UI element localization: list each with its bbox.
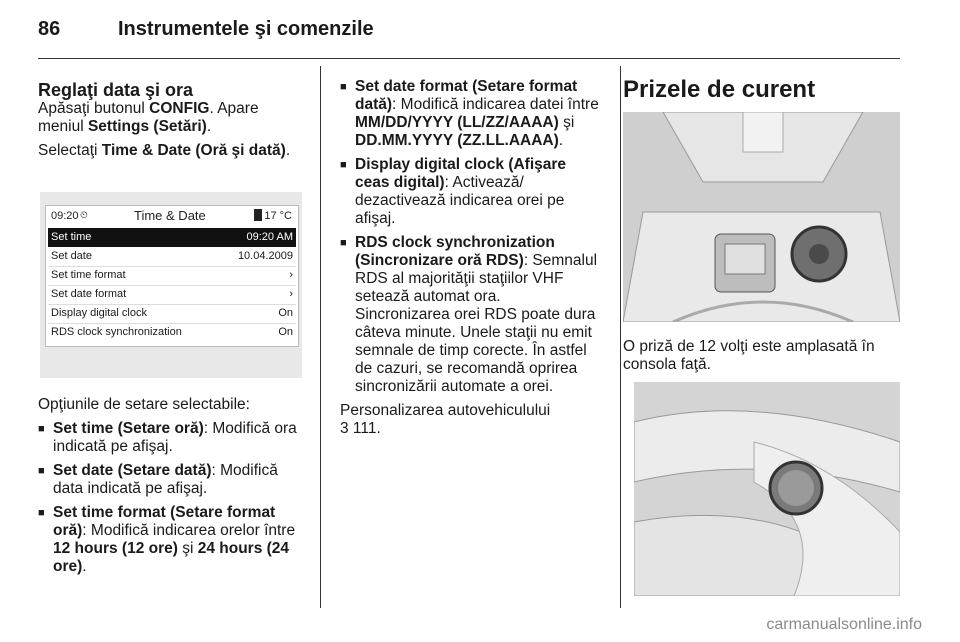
section-heading: Reglaţi data şi ora: [38, 80, 194, 100]
list-item: [38, 462, 306, 498]
chapter-title: Instrumentele şi comenzile: [118, 18, 374, 40]
row-label: Display digital clock: [51, 307, 147, 319]
screen-clock: 09:20: [51, 210, 79, 222]
row-value: 09:20 AM: [246, 231, 293, 243]
text: Selectaţi: [38, 142, 102, 159]
row-label: Set date format: [51, 288, 127, 300]
text: şi: [558, 114, 575, 131]
page-ref-arrow-icon: 3: [340, 420, 349, 437]
screen-row-display-clock: [48, 304, 296, 324]
options-list-continued: [340, 78, 604, 396]
screen-row-set-time-format: [48, 266, 296, 286]
row-label: Set time: [51, 231, 92, 243]
option-name: Set time format (Setare format oră): [53, 504, 276, 539]
screen-row-set-time: [48, 228, 296, 247]
power-outlet-photo-2: [634, 382, 900, 596]
list-item: [340, 234, 604, 396]
text: .: [206, 118, 212, 135]
column-1-options: [38, 396, 306, 582]
row-label: Set date: [51, 250, 92, 262]
column-divider-1: [320, 66, 321, 608]
header-rule: [38, 58, 900, 59]
column-3: [623, 76, 901, 116]
text: .: [285, 142, 291, 159]
reference-text: Personalizarea autovehiculului: [340, 402, 551, 419]
time-date-label: Time & Date (Oră şi dată): [101, 142, 286, 159]
option-desc: : Modifică ora indicată pe afişaj.: [53, 420, 297, 455]
text: . Apare meniul: [38, 100, 259, 135]
screen-header: [46, 206, 298, 226]
settings-label: Settings (Setări): [87, 118, 207, 135]
section-heading-power-outlets: Prizele de curent: [623, 76, 816, 103]
text: .: [558, 132, 564, 149]
chevron-right-icon: ›: [289, 269, 293, 281]
row-value: On: [278, 307, 293, 319]
page-number: 86: [38, 18, 61, 40]
text: .: [82, 558, 87, 575]
row-label: Set time format: [51, 269, 126, 281]
console-illustration: [623, 112, 900, 322]
options-list: [38, 420, 306, 576]
list-item: [340, 156, 604, 228]
option-name: Set date (Setare dată): [53, 462, 212, 479]
display-screen: [45, 205, 299, 347]
row-value: 10.04.2009: [237, 250, 293, 262]
display-screen-figure: [40, 192, 302, 378]
text: şi: [177, 540, 198, 557]
screen-title: Time & Date: [134, 208, 206, 223]
outlet-closeup-illustration: [634, 382, 900, 596]
power-outlet-photo-1: [623, 112, 900, 322]
page-header: [38, 16, 898, 48]
screen-temperature: 17 °C: [264, 210, 292, 222]
row-value: On: [278, 326, 293, 338]
column-divider-2: [620, 66, 621, 608]
screen-row-rds-sync: [48, 323, 296, 342]
options-intro: Opţiunile de setare selectabile:: [38, 396, 250, 413]
option-desc: : Modifică indicarea datei între: [392, 96, 599, 113]
config-label: CONFIG: [149, 100, 210, 117]
list-item: [340, 78, 604, 150]
caption-text: O priză de 12 volţi este amplasată în consola faţă.: [623, 338, 875, 373]
paragraph-select: [38, 142, 306, 160]
option-name: Set date format (Setare format dată): [355, 78, 578, 113]
option-name: Set time (Setare oră): [53, 420, 204, 437]
paragraph-config: [38, 100, 306, 136]
option-value: 24 hours (24 ore): [53, 540, 290, 575]
chevron-right-icon: ›: [289, 288, 293, 300]
option-desc: : Modifică indicarea orelor între: [82, 522, 296, 539]
column-2: [340, 78, 604, 444]
screen-row-set-date: [48, 247, 296, 267]
list-item: [38, 504, 306, 576]
screen-row-set-date-format: [48, 285, 296, 305]
option-value: DD.MM.YYYY (ZZ.LL.AAAA): [355, 132, 559, 149]
option-value: MM/DD/YYYY (LL/ZZ/AAAA): [355, 114, 559, 131]
cross-reference: [340, 402, 604, 438]
option-desc: : Modifică data indicată pe afişaj.: [53, 462, 278, 497]
page-ref-number: 111.: [348, 420, 381, 437]
text: Apăsaţi butonul: [38, 100, 150, 117]
option-name: Display digital clock (Afişare ceas digital): [355, 156, 567, 191]
photo-caption: [623, 338, 901, 380]
row-label: RDS clock synchronization: [51, 326, 182, 338]
option-value: 12 hours (12 ore): [53, 540, 178, 557]
watermark: carmanualsonline.info: [766, 616, 922, 633]
option-note: Sincronizarea orei RDS poate dura câteva minute. Unele staţii nu emit semnale de timp corecte. În astfel de cazuri, se recomandă oprirea sincronizării automate a orei.: [355, 306, 596, 395]
option-name: RDS clock synchronization (Sincronizare oră RDS): [355, 234, 555, 269]
option-desc: : Activează/ dezactivează indicarea orei pe afişaj.: [355, 174, 565, 227]
option-desc: : Semnalul RDS al majorităţii staţiilor VHF setează automat ora.: [355, 252, 598, 305]
list-item: [38, 420, 306, 456]
column-1: [38, 80, 306, 166]
clock-sync-icon: ⏲: [80, 210, 88, 221]
thermometer-icon: [254, 209, 262, 221]
